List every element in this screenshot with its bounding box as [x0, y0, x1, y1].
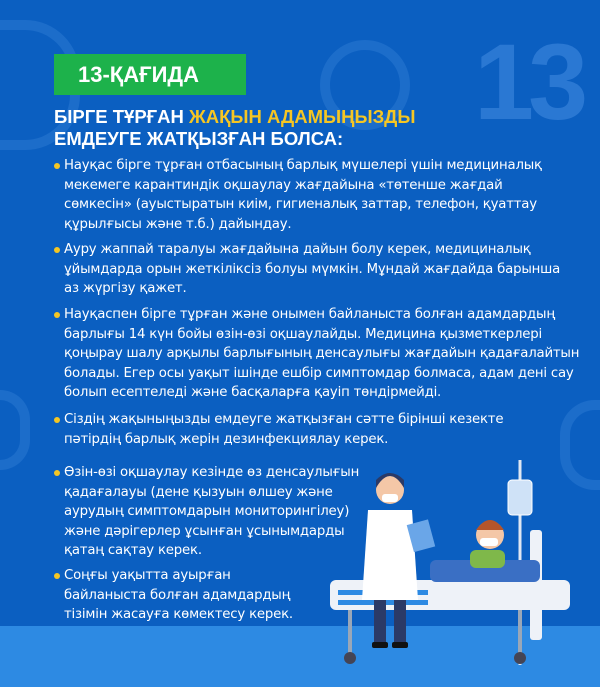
doctor: [362, 473, 435, 648]
heading: [54, 106, 415, 150]
bullet-item: Науқаспен бірге тұрған және онымен байланыста болған адамдардың барлығы 14 күн бойы өзін-өзі оқшаулайды. Медицина қызметкерлері қоңырау шалу арқылы барлығының денсаулығы жағдайын қадағалайтын болады. Егер осы уақыт ішінде ешбір симптомдар болмаса, адам дені сау болып есептеледі және басқаларға қауіп төндірмейді.: [64, 305, 584, 403]
bullet-item: Сіздің жақыныңызды емдеуге жатқызған сәтте бірінші кезекте пәтірдің барлық жерін дезинфекциялау керек.: [64, 410, 564, 449]
heading-white: БІРГЕ ТҰРҒАН: [54, 106, 190, 127]
bullet-item: Ауру жаппай таралуы жағдайына дайын болу керек, медициналық ұйымдарда орын жеткіліксіз болуы мүмкін. Мұндай жағдайда барынша аз жүргізу қажет.: [64, 240, 564, 299]
bullet-item: Соңғы уақытта ауырған байланыста болған адамдардың тізімін жасауға көмектесу керек.: [64, 566, 314, 625]
rule-badge: 13-ҚАҒИДА: [54, 54, 246, 95]
virus-decoration: [0, 390, 30, 470]
heading-line2: ЕМДЕУГЕ ЖАТҚЫЗҒАН БОЛСА:: [54, 128, 344, 149]
patient: [470, 520, 505, 568]
rule-number-watermark: 13: [474, 21, 583, 142]
bullet-item: Өзін-өзі оқшаулау кезінде өз денсаулығын қадағалауы (дене қызуын өлшеу және аурудың симптомдарын мониторингілеу) және дәрігерлер ұсынған ұсынымдарды қатаң сақтау керек.: [64, 463, 364, 561]
bullet-item: Науқас бірге тұрған отбасының барлық мүшелері үшін медициналық мекемеге карантиндік оқшаулау жағдайына «төтенше жағдай сөмкесін» (ауыстыратын киім, гигиеналық заттар, телефон, қуаттау құрылғысы және т.б.) дайындау.: [64, 156, 564, 234]
doctor-patient-illustration: [330, 450, 590, 675]
heading-highlight: ЖАҚЫН АДАМЫҢЫЗДЫ: [189, 106, 416, 127]
